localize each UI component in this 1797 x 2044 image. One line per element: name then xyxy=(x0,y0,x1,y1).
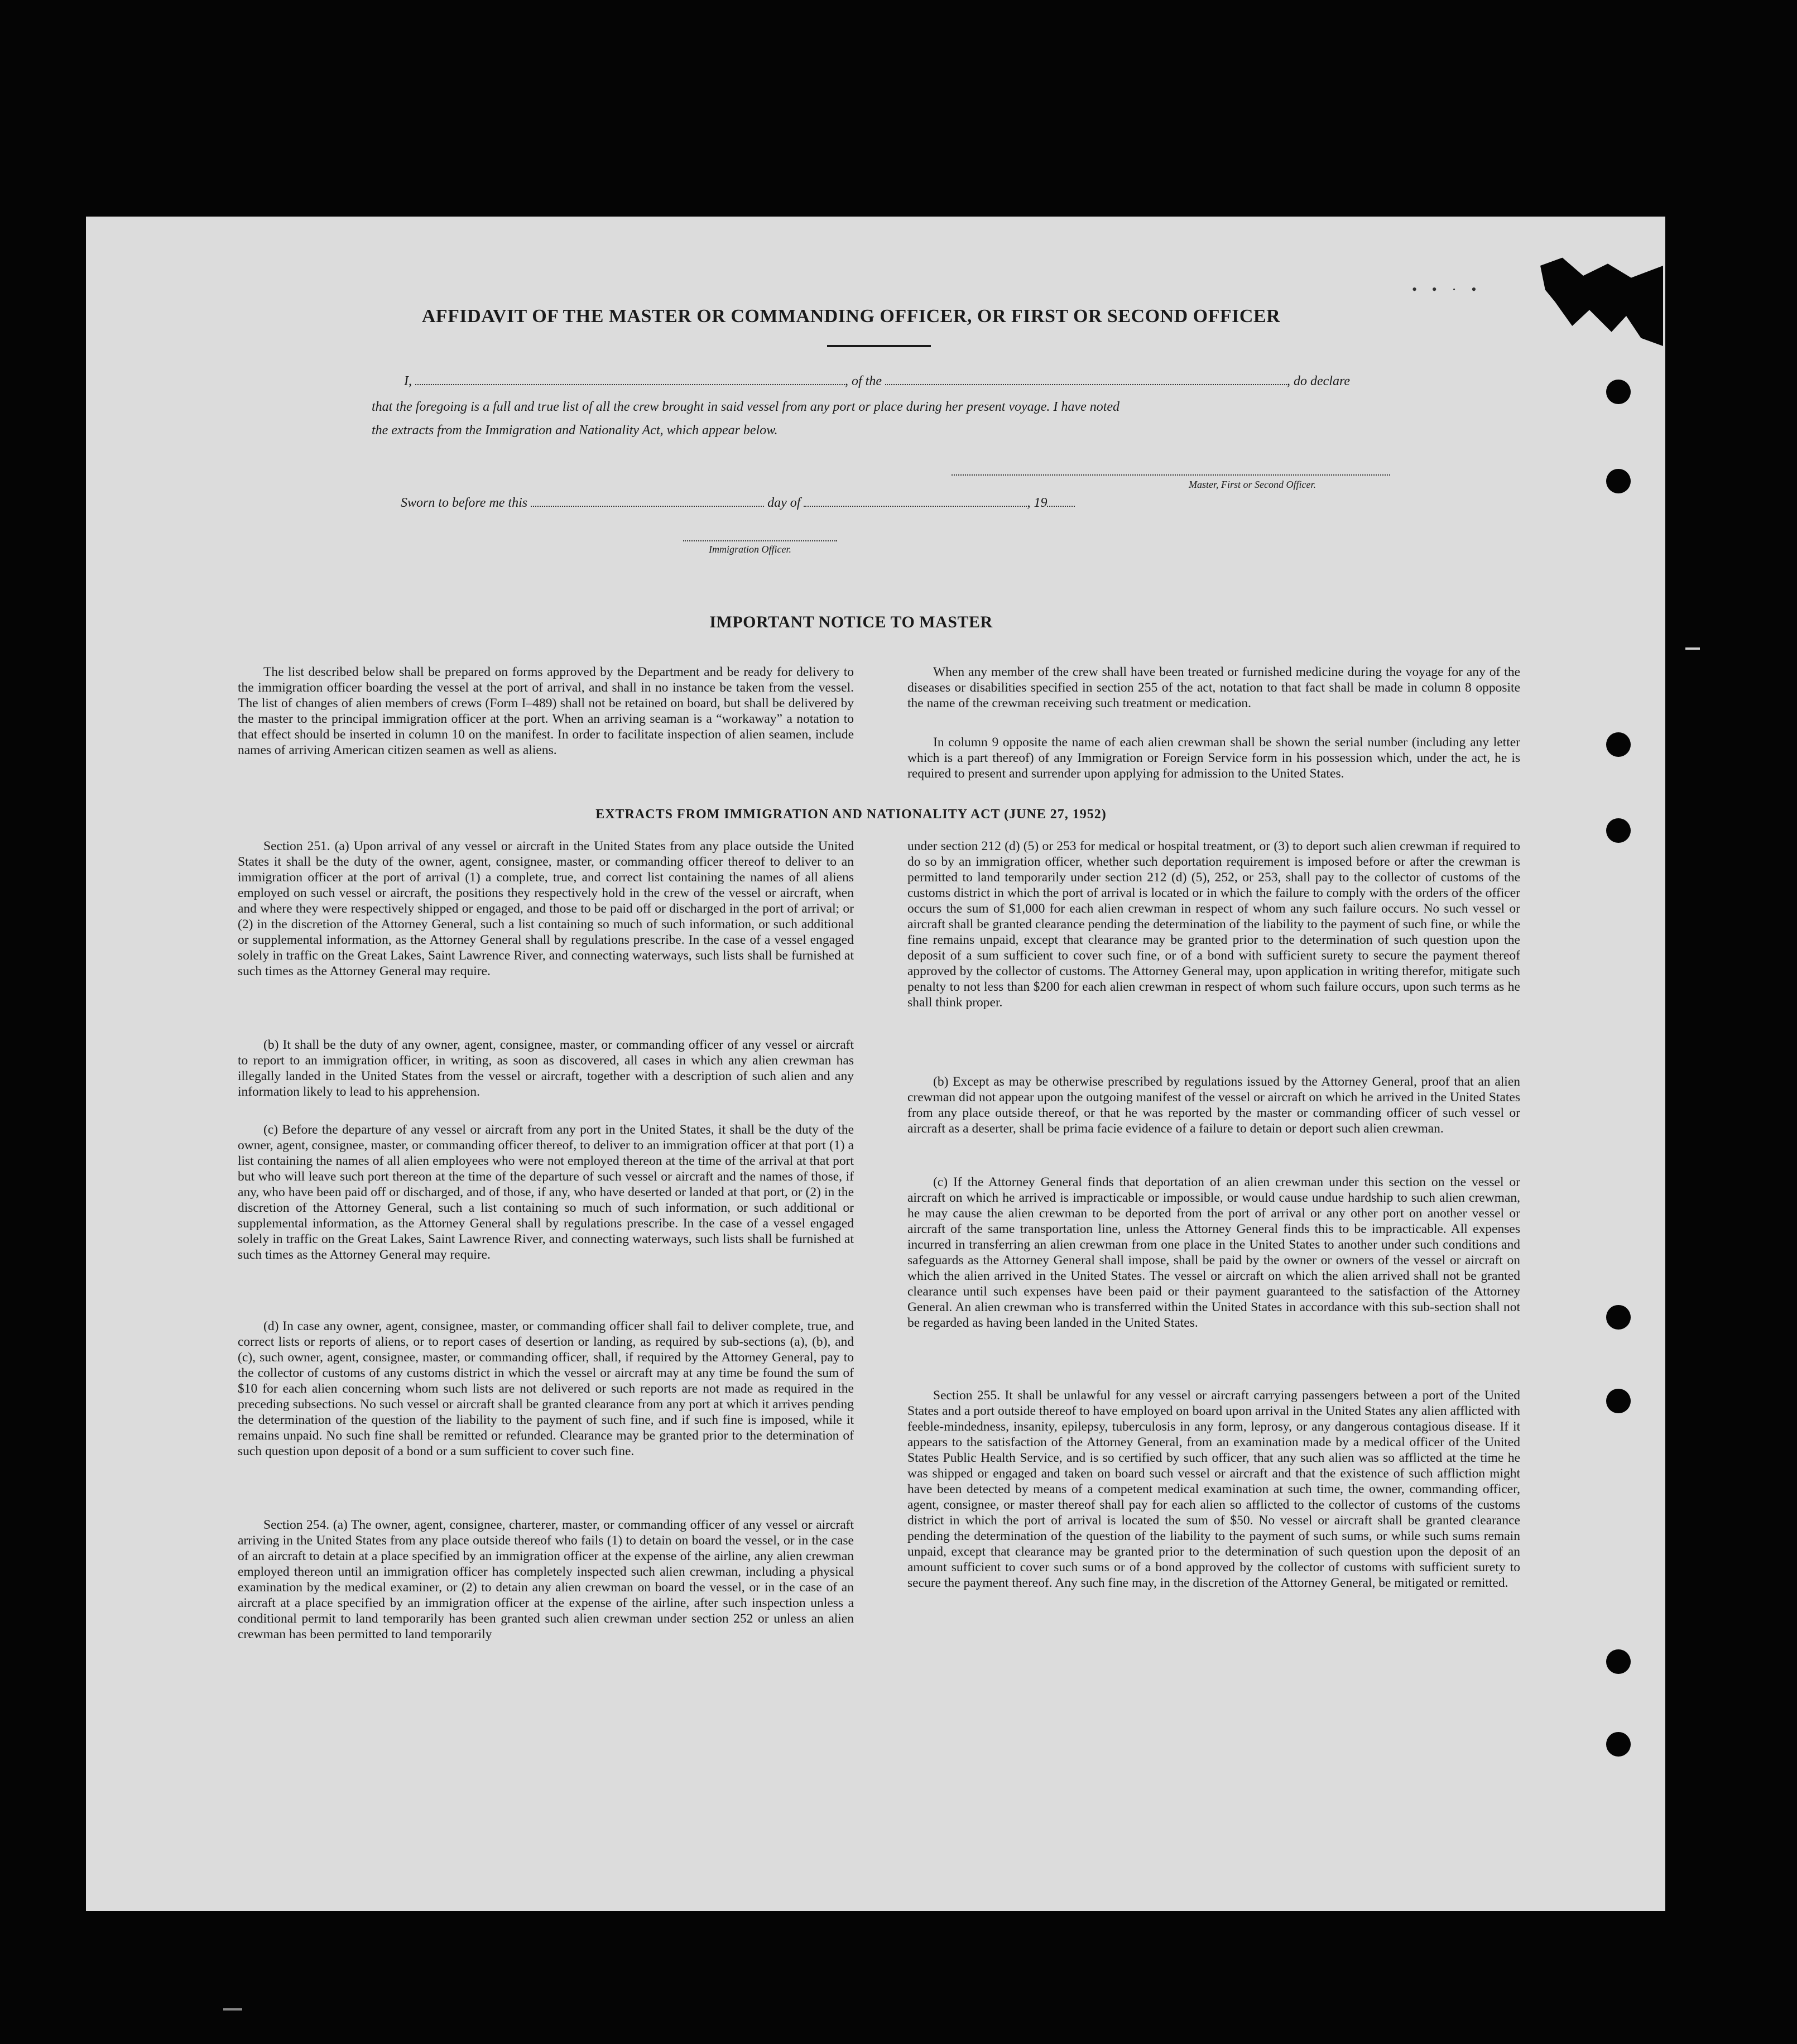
sworn-prefix: Sworn to before me this xyxy=(401,496,528,510)
punch-hole xyxy=(1606,1305,1631,1330)
punch-hole xyxy=(1606,1732,1631,1757)
extract-section-251d: (d) In case any owner, agent, consignee, master, or commanding officer shall fail to deliver complete, true, and correct lists or reports of aliens, or to report cases of desertion or landing, as required by sub-sections (a), (b), and (c), such owner, agent, consignee, master, or commanding officer, shall, if required by the Attorney General, pay to the collector of customs of any customs district in which the vessel or aircraft may at any time be found the sum of $10 for each alien concerning whom such lists are not delivered or such reports are not made as required in the preceding subsections. No such vessel or aircraft shall be granted clearance from any port at which it arrives pending the determination of the question of the liability to the payment of such fine, and if such fine is imposed, while it remains unpaid. No such fine shall be remitted or refunded. Clearance may be granted prior to the determination of such question upon deposit of a bond or a sum sufficient to cover such fine. xyxy=(238,1319,854,1458)
title-rule xyxy=(827,345,931,347)
extract-section-254c: (c) If the Attorney General finds that deportation of an alien crewman under this section on the vessel or aircraft on which he arrived is impracticable or impossible, or would cause undue hardship to such alien crewman, he may cause the alien crewman to be deported from the port of arrival or any other port on another vessel or aircraft of the same transportation line, unless the Attorney General finds this to be impracticable. All expenses incurred in transferring an alien crewman from one place in the United States to another under such conditions and safeguards as the Attorney General shall impose, shall be paid by the owner or owners of the vessel or aircraft on which the alien arrived in the United States. The vessel or aircraft on which the alien arrived shall not be granted clearance until such expenses have been paid or their payment guaranteed to the satisfaction of the Attorney General. An alien crewman who is transferred within the United States in accordance with this sub-section shall not be regarded as having been landed in the United States. xyxy=(907,1175,1520,1330)
scan-specks: • • · • xyxy=(1412,281,1482,298)
notice-right-paragraph-1: When any member of the crew shall have been treated or furnished medicine during the voyage for any of the diseases or disabilities specified in section 255 of the act, notation to that fact shall be made in column 8 opposite the name of the crewman receiving such treatment or medication. xyxy=(907,665,1520,711)
notice-left-paragraph: The list described below shall be prepared on forms approved by the Department and be ready for delivery to the immigration officer boarding the vessel at the port of arrival, and shall in no instance be taken from the vessel. The list of changes of alien members of crews (Form I–489) shall not be retained on board, but shall be delivered by the master to the principal immigration officer at the port. When an arriving seaman is a “workaway” a notation to that effect should be inserted in column 10 on the manifest. In order to facilitate inspection of alien seamen, include names of arriving American citizen seamen as well as aliens. xyxy=(238,665,854,757)
scan-mark xyxy=(223,2008,242,2011)
scan-mark xyxy=(1685,647,1700,650)
declaration-of-the: , of the xyxy=(845,374,882,388)
extract-section-254a-continued: under section 212 (d) (5) or 253 for medical or hospital treatment, or (3) to deport such alien crewman if required to do so by an immigration officer, whether such deportation requirement is imposed before or after the crewman is permitted to land temporarily under section 212 (d) (5), 252, or 253, shall pay to the collector of customs of the customs district in which the port of arrival is located or in which the failure to comply with the orders of the officer occurs the sum of $1,000 for each alien crewman in respect of whom any such failure occurs. No such vessel or aircraft shall be granted clearance pending the determination of the liability to the payment of such fine, or while the fine remains unpaid, except that clearance may be granted prior to the determination of such question upon the deposit of a sum sufficient to cover such fine, or of a bond with sufficient surety to secure the payment thereof approved by the collector of customs. The Attorney General may, upon application in writing therefor, mitigate such penalty to not less than $200 for each alien crewman in respect of whom such failure occurs, upon such terms as he shall think proper. xyxy=(907,839,1520,1010)
affidavit-title: AFFIDAVIT OF THE MASTER OR COMMANDING OFFICER, OR FIRST OR SECOND OFFICER xyxy=(421,306,1281,327)
vessel-field[interactable] xyxy=(885,374,1287,385)
punch-hole xyxy=(1606,469,1631,493)
name-field[interactable] xyxy=(415,374,845,385)
master-signature-line[interactable] xyxy=(952,474,1390,476)
sworn-year-label: , 19 xyxy=(1027,496,1048,510)
punch-hole xyxy=(1606,732,1631,757)
extract-section-251c: (c) Before the departure of any vessel or aircraft from any port in the United States, it shall be the duty of the owner, agent, consignee, master, or commanding officer thereof, to deliver to an immigration officer at that port (1) a list containing the names of all alien employees who were not employed thereon at the time of the arrival at that port but who will leave such port thereon at the time of the departure of such vessel or aircraft and the names of those, if any, who have been paid off or discharged, and of those, if any, who have deserted or landed at that port, or (2) in the discretion of the Attorney General, such a list containing so much of such information, or such additional or supplemental information, as the Attorney General shall by regulations prescribe. In the case of a vessel engaged solely in traffic on the Great Lakes, Saint Lawrence River, and connecting waterways, such lists shall be furnished at such times as the Attorney General may require. xyxy=(238,1122,854,1262)
declaration-line-3: the extracts from the Immigration and Nationality Act, which appear below. xyxy=(372,423,778,438)
sworn-year-field[interactable] xyxy=(1047,496,1075,507)
notice-title: IMPORTANT NOTICE TO MASTER xyxy=(709,613,993,631)
sworn-day-field[interactable] xyxy=(531,496,764,507)
punch-hole xyxy=(1606,380,1631,404)
declaration-line-2: that the foregoing is a full and true list of all the crew brought in said vessel from any port or place during her present voyage. I have noted xyxy=(372,400,1120,414)
officer-signature-caption: Immigration Officer. xyxy=(709,544,791,555)
sworn-day-label: day of xyxy=(767,496,801,510)
extracts-title: EXTRACTS FROM IMMIGRATION AND NATIONALITY ACT (JUNE 27, 1952) xyxy=(595,807,1107,822)
master-signature-caption: Master, First or Second Officer. xyxy=(1189,479,1316,490)
extract-section-251a: Section 251. (a) Upon arrival of any vessel or aircraft in the United States from any place outside the United States it shall be the duty of the owner, agent, consignee, master, or commanding officer thereof to deliver to an immigration officer at the port of arrival (1) a complete, true, and correct list containing the names of all aliens employed on such vessel or aircraft, the positions they respectively hold in the crew of the vessel or aircraft, when and where they were respectively shipped or engaged, and those to be paid off or discharged in the port of arrival; or (2) in the discretion of the Attorney General, such a list containing so much of such information, or such additional or supplemental information, as the Attorney General shall by regulations prescribe. In the case of a vessel engaged solely in traffic on the Great Lakes, Saint Lawrence River, and connecting waterways, such lists shall be furnished at such times as the Attorney General may require. xyxy=(238,839,854,978)
punch-hole xyxy=(1606,818,1631,843)
punch-hole xyxy=(1606,1389,1631,1413)
extract-section-255: Section 255. It shall be unlawful for any vessel or aircraft carrying passengers between a port of the United States and a port outside thereof to have employed on board upon arrival in the United States any alien afflicted with feeble-mindedness, insanity, epilepsy, tuberculosis in any form, leprosy, or any dangerous contagious disease. If it appears to the satisfaction of the Attorney General, from an examination made by a medical officer of the United States Public Health Service, and is so certified by such officer, that any such alien was so afflicted at the time he was shipped or engaged and taken on board such vessel or aircraft and that the existence of such affliction might have been detected by means of a competent medical examination at such time, the owner, commanding officer, agent, consignee, or master thereof shall pay for each alien so afflicted to the collector of customs of the customs district in which the port of arrival is located the sum of $50. No vessel or aircraft shall be granted clearance pending the determination of the question of the liability to the payment of such sums, or while such sums remain unpaid, except that clearance may be granted prior to the determination of such question upon the deposit of an amount sufficient to cover such sums or of a bond approved by the collector of customs with sufficient surety to secure the payment thereof. Any such fine may, in the discretion of the Attorney General, be mitigated or remitted. xyxy=(907,1388,1520,1590)
extract-section-251b: (b) It shall be the duty of any owner, agent, consignee, master, or commanding officer of any vessel or aircraft to report to an immigration officer, in writing, as soon as discovered, all cases in which any alien crewman has illegally landed in the United States from the vessel or aircraft, together with a description of such alien and any information likely to lead to his apprehension. xyxy=(238,1038,854,1099)
declaration-line-1 xyxy=(404,374,1350,389)
punch-hole xyxy=(1606,1649,1631,1674)
notice-right-paragraph-2: In column 9 opposite the name of each alien crewman shall be shown the serial number (including any letter which is a part thereof) of any Immigration or Foreign Service form in his possession which, under the act, he is required to present and surrender upon applying for admission to the United States. xyxy=(907,735,1520,781)
extract-section-254a: Section 254. (a) The owner, agent, consignee, charterer, master, or commanding officer of any vessel or aircraft arriving in the United States from any place outside thereof who fails (1) to detain on board the vessel, or in the case of an aircraft to detain at a place specified by an immigration officer at the expense of the airline, any alien crewman employed thereon until an immigration officer has completely inspected such alien crewman, including a physical examination by the medical examiner, or (2) to detain any alien crewman on board the vessel, or in the case of an aircraft at a place specified by an immigration officer at the expense of the airline, after such inspection unless a conditional permit to land temporarily has been granted such alien crewman under section 252 or unless an alien crewman has been permitted to land temporarily xyxy=(238,1518,854,1642)
officer-signature-line[interactable] xyxy=(683,540,837,541)
declaration-prefix: I, xyxy=(404,374,412,388)
sworn-month-field[interactable] xyxy=(804,496,1027,507)
sworn-line xyxy=(401,496,1075,511)
extract-section-254b: (b) Except as may be otherwise prescribed by regulations issued by the Attorney General, proof that an alien crewman did not appear upon the outgoing manifest of the vessel or aircraft on which he arrived in the United States from any place outside thereof, or that he was reported by the master or commanding officer of such vessel or aircraft as a deserter, shall be prima facie evidence of a failure to detain or deport such alien crewman. xyxy=(907,1074,1520,1136)
declaration-suffix: , do declare xyxy=(1287,374,1351,388)
